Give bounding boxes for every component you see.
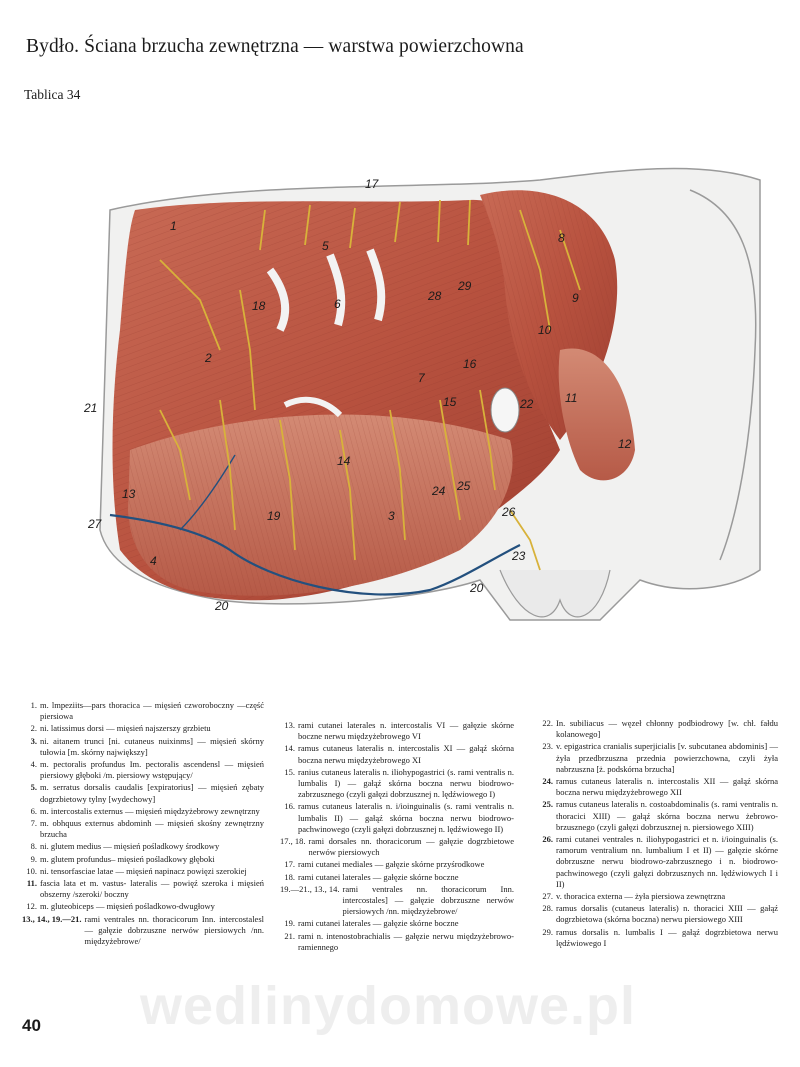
- legend-entry-text: rami ventrales nn. thoracicorum Inn. intercostales] — gałęzie dobrzuszne nerwów piersiowych /nn. międzyżebrowe/: [342, 883, 514, 917]
- legend-entry: [22, 818, 264, 840]
- legend-entry: [22, 723, 264, 734]
- legend-entry-number: 4.: [30, 759, 37, 770]
- legend-entry-number: 3.: [30, 735, 37, 746]
- figure-label: 24: [432, 484, 446, 498]
- figure-label: 10: [538, 323, 552, 337]
- legend-entry-number: 17.: [284, 859, 295, 870]
- legend-entry-number: 2.: [30, 723, 37, 734]
- legend-entry-text: m. intercostalis externus — mięsień międzyżebrowy zewnętrzny: [40, 805, 260, 816]
- figure-label: 26: [502, 505, 516, 519]
- legend-entry-text: v. epigastrica cranialis superjicialis [v. subcutanea abdominis] — żyła przedbrzuszna przednia powierzchowna, czyli żyła nabrzuszna [ż. podskórna brzucha]: [556, 741, 778, 774]
- figure-label: 8: [558, 231, 565, 245]
- legend-entry-text: ranius cutaneus lateralis n. iliohypogastrici (s. rami ventralis n. lumbalis I) — gałąź skórna boczna nerwu biodrowo-zabrzusznego (czyli gałęzi dobrzusznej n. lędźwiowego I): [298, 766, 514, 800]
- legend-entry: [280, 884, 514, 918]
- figure-label: 13: [122, 487, 136, 501]
- figure-label: 14: [337, 454, 351, 468]
- legend-entry-number: 27.: [542, 891, 553, 902]
- legend-entry: [22, 700, 264, 722]
- legend-entry-text: ni. glutem medius — mięsień pośladkowy środkowy: [40, 841, 220, 852]
- figure-label: 17: [365, 177, 379, 191]
- legend-entry-text: ramus dorsalis (cutaneus lateralis) n. thoracici XIII — gałąź dogrzbietowa (skórna boczna) nerwu piersiowego XIII: [556, 903, 778, 925]
- legend-entry: [538, 799, 778, 833]
- legend-entry: [538, 834, 778, 890]
- legend-entry-text: rami dorsales nn. thoracicorum — gałęzie dogrzbietowe nerwów piersiowych: [308, 836, 514, 858]
- legend-entry: [22, 901, 264, 912]
- legend-entry-number: 23.: [542, 741, 553, 752]
- figure-label: 23: [512, 549, 526, 563]
- legend-entry: [538, 903, 778, 925]
- figure-label: 25: [457, 479, 471, 493]
- legend-entry-text: rami cutanei laterales n. intercostalis VI — gałęzie skórne boczne nerwu międzyżebrowego VI: [298, 720, 514, 742]
- bovine-abdominal-wall-drawing: [40, 150, 800, 630]
- figure-label: 15: [443, 395, 457, 409]
- legend-entry: [280, 918, 514, 929]
- figure-label: 28: [428, 289, 442, 303]
- legend-entry-number: 11.: [26, 878, 37, 889]
- legend-entry-number: 8.: [30, 841, 37, 852]
- legend-entry-text: m. pectoralis profundus Im. pectoralis ascendensl — mięsień piersiowy głęboki /m. piersiowy wstępujący/: [40, 759, 264, 781]
- legend-entry-text: rami cutanei mediales — gałęzie skórne przyśrodkowe: [298, 859, 485, 870]
- legend-entry-text: ni. aitanem trunci [ni. cutaneus nuixinms] — mięsień skórny tułowia [m. skórny największy]: [40, 735, 264, 757]
- figure-label: 4: [150, 554, 157, 568]
- legend-entry-number: 9.: [30, 853, 37, 864]
- legend-entry: [22, 736, 264, 758]
- legend-entry: [22, 866, 264, 877]
- figure-label: 6: [334, 297, 341, 311]
- anatomical-illustration: [40, 150, 800, 630]
- legend-entry-text: m. gluteobiceps — mięsień pośladkowo-dwugłowy: [40, 901, 215, 912]
- legend-entry: [280, 836, 514, 858]
- legend-entry: [22, 841, 264, 852]
- plate-label: Tablica 34: [24, 87, 81, 102]
- legend-entry-number: 21.: [284, 930, 295, 941]
- legend-column-3: [538, 718, 778, 950]
- legend-entry-number: 24.: [542, 776, 553, 787]
- figure-label: 12: [618, 437, 632, 451]
- legend-entry-number: 15.: [284, 766, 295, 777]
- legend-entry: [22, 854, 264, 865]
- legend-entry-text: m. lmpeziits—pars thoracica — mięsień czworoboczny —część piersiowa: [40, 700, 264, 722]
- legend-entry: [280, 931, 514, 953]
- legend-entry-number: 25.: [542, 799, 553, 810]
- legend-entry: [280, 720, 514, 742]
- legend-entry-text: m. obhquus externus abdominh — mięsień skośny zewnętrzny brzucha: [40, 818, 264, 840]
- legend-entry-number: 16.: [284, 801, 295, 812]
- figure-label: 22: [520, 397, 534, 411]
- legend-entry: [538, 927, 778, 949]
- legend-entry: [538, 741, 778, 775]
- legend-entry: [280, 872, 514, 883]
- legend-entry-number: 17., 18.: [280, 836, 306, 847]
- legend-entry-number: 6.: [30, 805, 37, 816]
- legend-entry-text: rami n. intenostobrachialis — gałęzie nerwu międzyżebrowo-ramiennego: [298, 930, 514, 952]
- legend-entry-text: rami cutanei laterales — gałęzie skórne boczne: [298, 871, 459, 882]
- figure-label: 27: [88, 517, 102, 531]
- legend-entry-text: fascia lata et m. vastus- lateralis — powięź szeroka i mięsień obszerny /szeroki/ boczny: [40, 878, 264, 900]
- legend-entry-number: 12.: [26, 901, 37, 912]
- legend-entry-number: 28.: [542, 903, 553, 914]
- legend-entry-number: 19.—21., 13., 14.: [280, 883, 340, 894]
- legend-entry: [22, 782, 264, 804]
- legend-entry-number: 14.: [284, 743, 295, 754]
- legend-entry-number: 29.: [542, 926, 553, 937]
- figure-label: 29: [458, 279, 472, 293]
- legend-entry: [22, 806, 264, 817]
- page-number: 40: [22, 1016, 41, 1035]
- legend-entry-text: ramus cutaneus lateralis n. i/ioinguinalis (s. rami ventralis n. lumbalis II) — gałąź skórna boczna nerwu biodrowo-pachwinowego (czyli gałęzi dobrzusznej n. lędźwiowego II): [298, 801, 514, 834]
- figure-label: 11: [565, 391, 578, 405]
- legend-entry-number: 13., 14., 19.—21.: [22, 913, 82, 924]
- legend-entry: [280, 743, 514, 765]
- figure-label: 2: [205, 351, 212, 365]
- legend-entry-text: rami cutanei ventrales n. iliohypogastrici et n. i/ioinguinalis (s. ramorum ventralium nn. lumbalium I et II) — gałęzie skórne dobrzuszne nerwu biodrowo-zabrzusznego i n. biodrowo-pachwinowego (czyli gałęzi dobrzusznych nn. lędźwiowych I i II): [556, 834, 778, 889]
- legend-entry: [538, 891, 778, 902]
- figure-label: 7: [418, 371, 425, 385]
- figure-label: 21: [84, 401, 98, 415]
- legend-entry: [22, 878, 264, 900]
- figure-label: 16: [463, 357, 477, 371]
- legend-entry: [22, 914, 264, 948]
- figure-label: 20: [215, 599, 229, 613]
- figure-label: 19: [267, 509, 281, 523]
- legend-entry: [538, 718, 778, 740]
- legend-entry-number: 1.: [30, 700, 37, 710]
- legend-entry-text: m. glutem profundus– mięsień pośladkowy głęboki: [40, 853, 215, 864]
- figure-label: 3: [388, 509, 395, 523]
- legend-entry-text: ramus cutaneus lateralis n. intercostalis XI — gałąź skórna boczna nerwu międzyżebrowego XI: [298, 743, 514, 765]
- legend-entry-text: ramus cutaneus lateralis n. costoabdominalis (s. rami ventralis n. thoracici XIII) — gałąź skórna boczna nerwu żebrowo-brzusznego (czyli gałęzi dobrzusznej n. piersiowego XIII): [556, 799, 778, 832]
- legend-entry-number: 13.: [284, 720, 295, 730]
- legend-entry: [280, 767, 514, 801]
- watermark: wedlinydomowe.pl: [140, 976, 637, 1036]
- figure-label: 1: [170, 219, 177, 233]
- legend-entry-text: ramus cutaneus lateralis n. intercostalis XII — gałąź skórna boczna nerwu międzyżebrowego XII: [556, 776, 778, 798]
- legend-entry-text: ramus dorsalis n. lumbalis I — gałąź dogrzbietowa nerwu lędźwiowego I: [556, 926, 778, 948]
- figure-label: 20: [470, 581, 484, 595]
- legend-entry: [280, 859, 514, 870]
- legend-entry-text: rami cutanei laterales — gałęzie skórne boczne: [298, 918, 459, 929]
- legend-entry-text: rami ventrales nn. thoracicorum Inn. intercostalesl — gałęzie dobrzuszne nerwów piersiowych /nn. międzyżebrowe/: [84, 913, 264, 947]
- legend-entry: [22, 759, 264, 781]
- legend-entry-text: ni. latissimus dorsi — mięsień najszerszy grzbietu: [40, 723, 211, 734]
- legend-entry-text: v. thoracica externa — żyła piersiowa zewnętrzna: [556, 891, 726, 902]
- legend-entry-number: 10.: [26, 865, 37, 876]
- legend-entry-number: 18.: [284, 871, 295, 882]
- figure-label: 18: [252, 299, 266, 313]
- legend-entry-number: 22.: [542, 718, 553, 728]
- legend-column-2: [280, 720, 514, 954]
- legend-entry-text: ni. tensorfasciae latae — mięsień napinacz powięzi szerokiej: [40, 865, 247, 876]
- figure-label: 9: [572, 291, 579, 305]
- legend-entry-text: In. subiliacus — węzeł chłonny podbiodrowy [w. chł. fałdu kolanowego]: [556, 718, 778, 740]
- legend-entry-number: 5.: [30, 782, 37, 793]
- legend-entry-number: 19.: [284, 918, 295, 929]
- page-title: Bydło. Ściana brzucha zewnętrzna — warstwa powierzchowna: [26, 36, 524, 57]
- legend-column-1: [22, 700, 264, 948]
- legend-entry-text: m. serratus dorsalis caudalis [expiratorius] — mięsień zębaty dogrzbietowy tylny [wydechowy]: [40, 782, 264, 804]
- legend-entry: [538, 776, 778, 798]
- legend-entry: [280, 801, 514, 835]
- figure-label: 5: [322, 239, 329, 253]
- legend-entry-number: 7.: [30, 818, 37, 829]
- legend-entry-number: 26.: [542, 834, 553, 845]
